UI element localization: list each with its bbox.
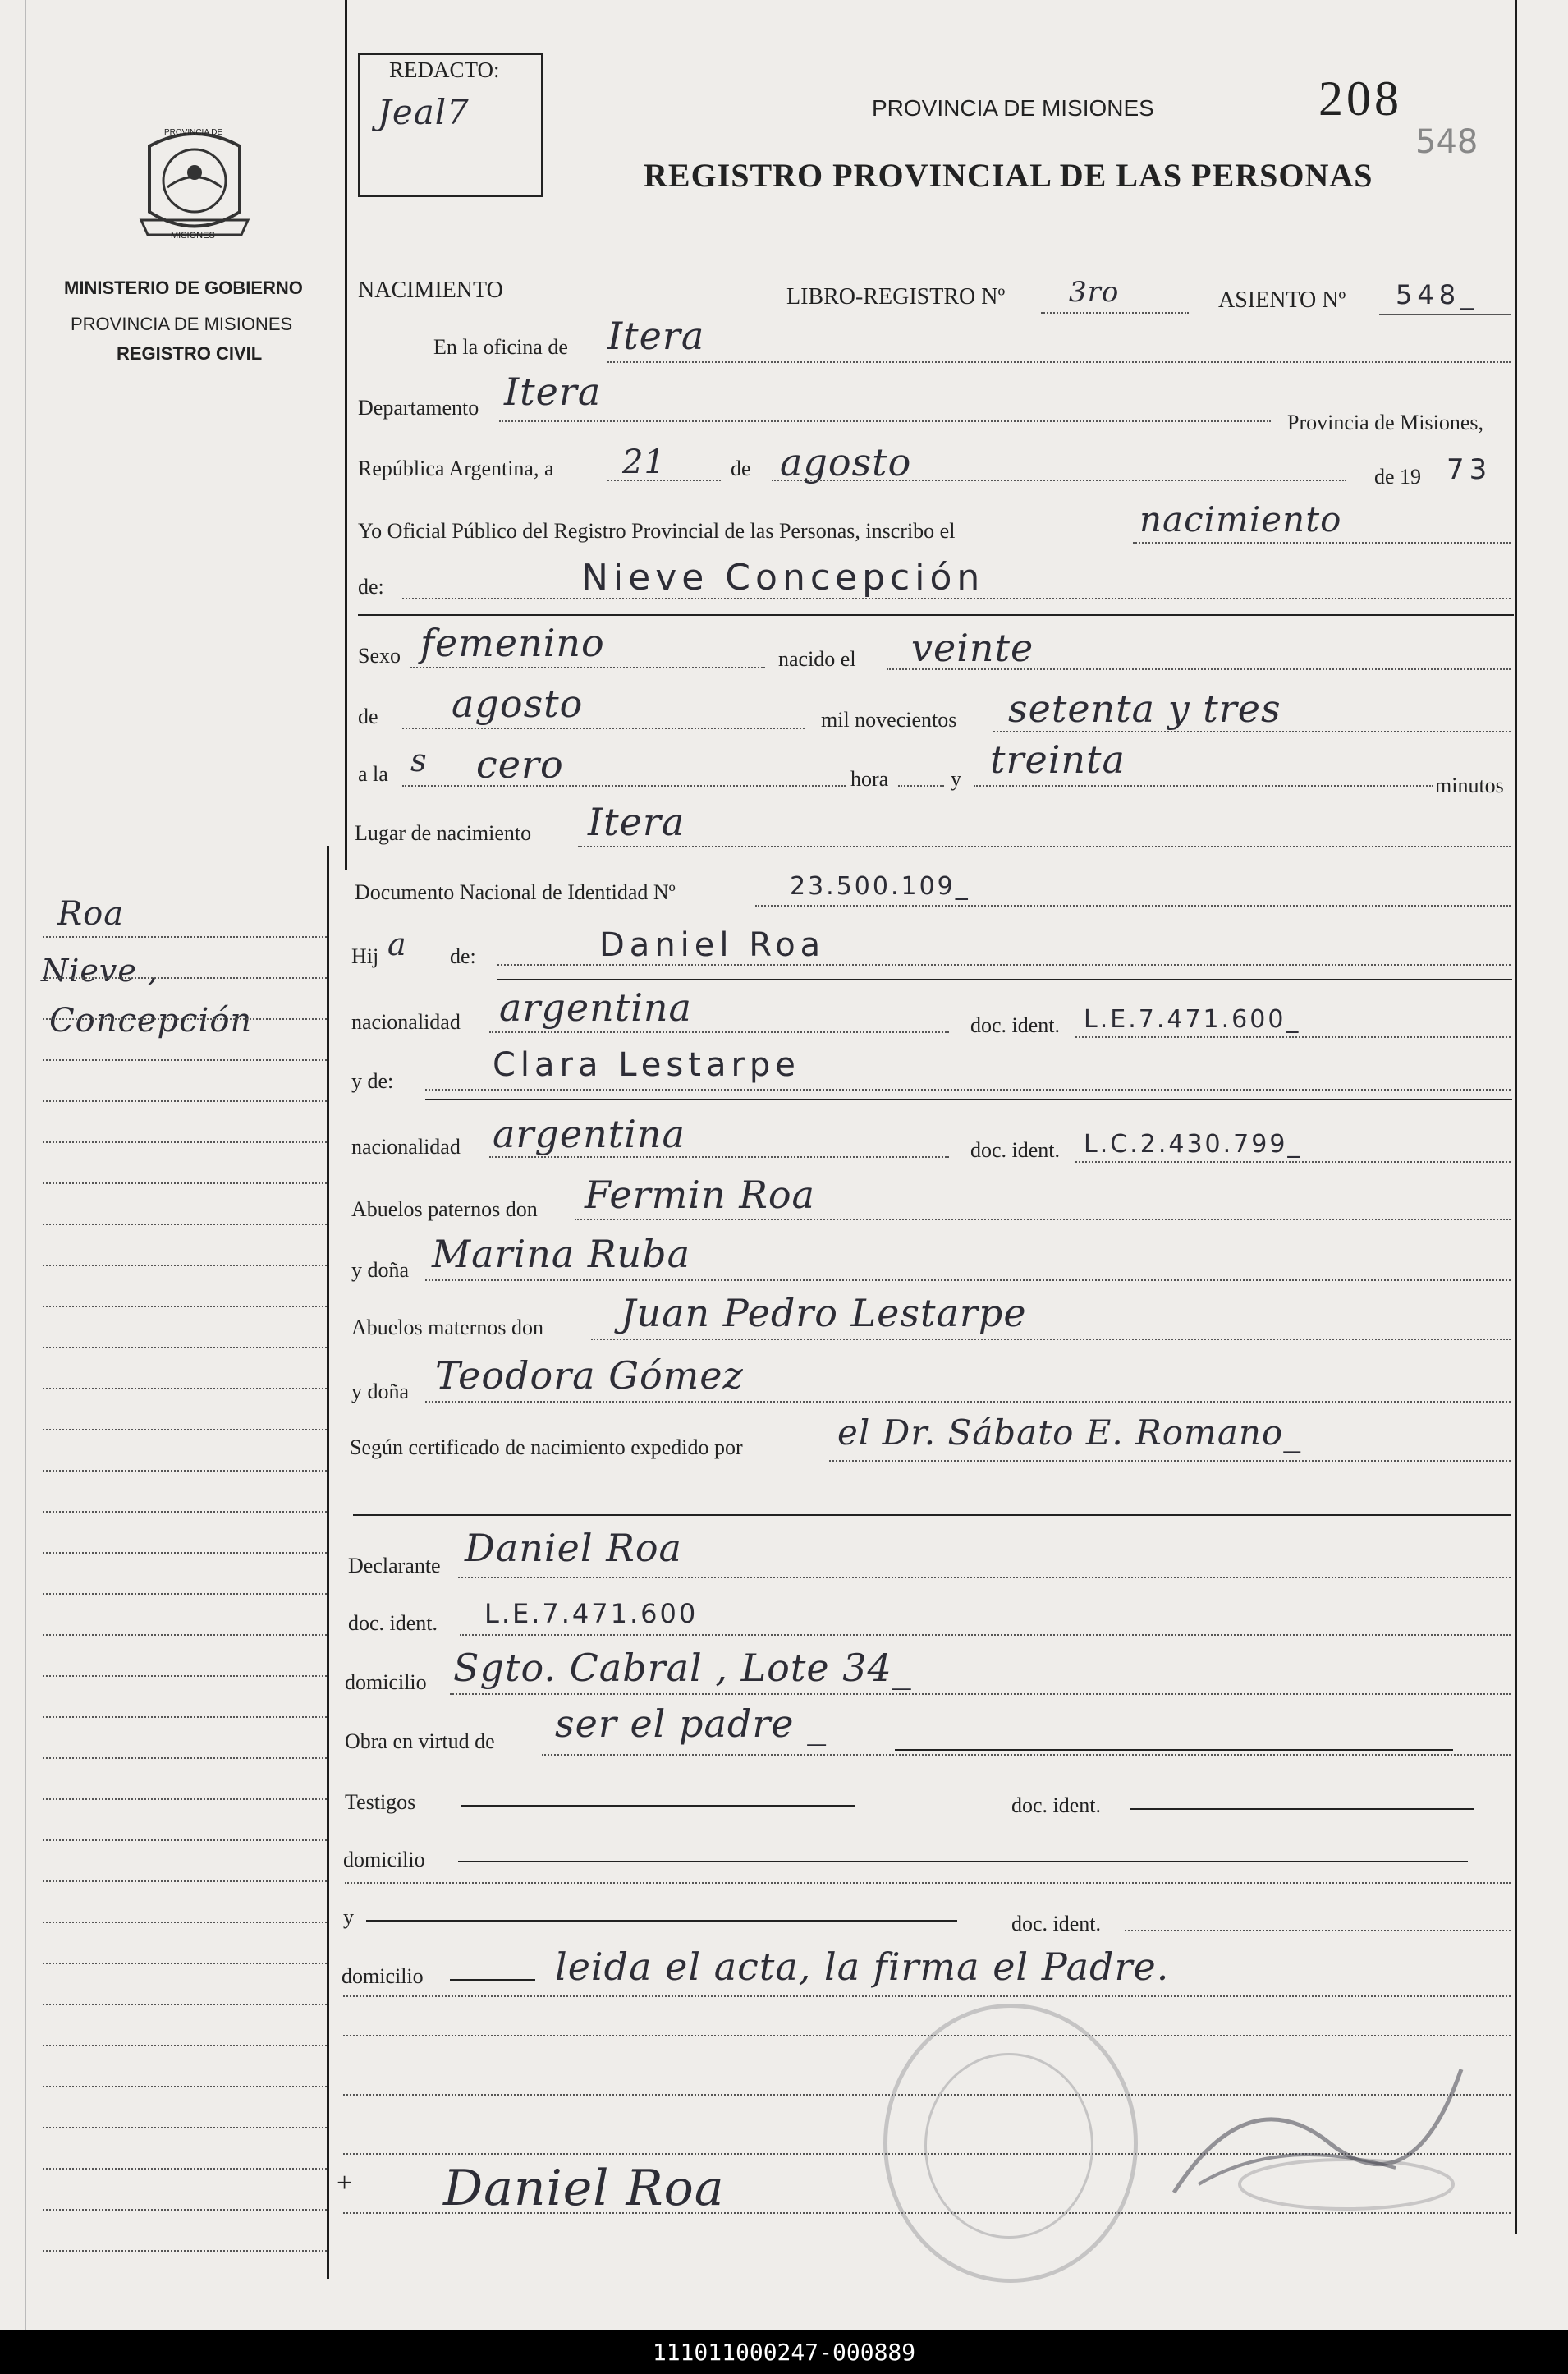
doc-decl-value: L.E.7.471.600: [484, 1598, 699, 1629]
asiento-value: 548_: [1396, 279, 1479, 310]
departamento-value: Itera: [504, 370, 602, 414]
abuela-mat-value: Teodora Gómez: [435, 1353, 744, 1398]
doc-testigo1-label: doc. ident.: [1011, 1793, 1102, 1817]
mes-nac-value: agosto: [452, 682, 584, 726]
doc-padre-label: doc. ident.: [970, 1013, 1061, 1037]
libro-line: [1041, 312, 1189, 314]
sidebar-province: PROVINCIA DE MISIONES: [71, 314, 293, 334]
nac-madre-value: argentina: [493, 1112, 685, 1156]
asiento-line: [1379, 314, 1511, 315]
sexo-label: Sexo: [358, 644, 401, 668]
sidebar-divider: [327, 846, 329, 2279]
provincia-suffix: Provincia de Misiones,: [1287, 411, 1484, 434]
abuelo-pat-line: [575, 1219, 1511, 1220]
dni-label: Documento Nacional de Identidad Nº: [355, 880, 676, 904]
abuelo-mat-value: Juan Pedro Lestarpe: [621, 1291, 1027, 1335]
testigos-label: Testigos: [345, 1790, 416, 1814]
nac-padre-line: [489, 1031, 949, 1033]
nacimiento-title: NACIMIENTO: [358, 278, 503, 303]
seal-text-bottom: MISIONES: [171, 231, 215, 241]
registry-stamp-inner: [924, 2053, 1093, 2239]
sidebar-rule-line: [43, 1265, 327, 1266]
sidebar-rule-line: [43, 2127, 327, 2128]
domicilio-testigo2-rule: [450, 1979, 535, 1981]
abuela-pat-line: [425, 1279, 1511, 1281]
mil-line: [993, 731, 1511, 732]
domicilio-testigo1-rule: [458, 1861, 1468, 1862]
nacido-value: veinte: [911, 626, 1034, 670]
domicilio-testigo2-label: domicilio: [342, 1964, 424, 1988]
ministry-title: MINISTERIO DE GOBIERNO: [64, 278, 303, 298]
hora-value: cero: [476, 742, 564, 787]
yo-label: Yo Oficial Público del Registro Provincial de las Personas, inscribo el: [358, 519, 956, 543]
hij-de: de:: [450, 944, 476, 968]
mil-value: setenta y tres: [1008, 686, 1281, 731]
redacto-initials: Jeal7: [378, 92, 470, 132]
abuelos-pat-label: Abuelos paternos don: [351, 1197, 538, 1221]
oficina-label: En la oficina de: [433, 335, 568, 359]
sidebar-rule-line: [43, 1141, 327, 1143]
doc-madre-label: doc. ident.: [970, 1138, 1061, 1162]
hora-line-2: [898, 785, 944, 787]
sidebar-rule-line: [43, 1675, 327, 1677]
sidebar-rule-line: [43, 1182, 327, 1184]
nacido-label: nacido el: [778, 647, 856, 671]
asiento-label: ASIENTO Nº: [1218, 287, 1346, 313]
declarante-label: Declarante: [348, 1554, 441, 1577]
segun-rule: [353, 1514, 1511, 1516]
page-number: 208: [1318, 71, 1402, 126]
anio-prefix: de 19: [1374, 465, 1422, 489]
doc-decl-line: [460, 1634, 1511, 1636]
sidebar-rule-line: [43, 1018, 327, 1020]
oficina-line: [607, 361, 1511, 363]
dni-line: [755, 905, 1511, 907]
nombre-value: Nieve Concepción: [581, 557, 985, 599]
libro-value: 3ro: [1069, 276, 1120, 309]
dni-value: 23.500.109_: [790, 872, 970, 901]
sidebar-rule-line: [43, 1388, 327, 1389]
header-divider: [345, 0, 347, 870]
sidebar-rule-line: [43, 2004, 327, 2005]
inscribo-line: [1133, 542, 1511, 544]
right-margin-rule: [1515, 0, 1517, 2234]
nac-madre-label: nacionalidad: [351, 1135, 461, 1159]
margin-note-line-1: Roa: [57, 895, 125, 933]
abuela-pat-value: Marina Ruba: [432, 1232, 691, 1276]
sidebar-rule-line: [43, 1634, 327, 1636]
segun-line: [829, 1460, 1511, 1462]
madre-dotline: [425, 1089, 1511, 1091]
hij-label: Hij: [351, 944, 379, 968]
sidebar-rule-line: [43, 1552, 327, 1554]
minutos-label: minutos: [1435, 774, 1504, 797]
sidebar-rule-line: [43, 936, 327, 938]
nacido-line: [887, 668, 1511, 670]
leida-value: leida el acta, la firma el Padre.: [555, 1945, 1170, 1989]
domicilio-decl-label: domicilio: [345, 1670, 427, 1694]
margin-note-line-3: Concepción: [49, 1002, 253, 1040]
dia-value: 21: [622, 443, 666, 481]
sexo-value: femenino: [420, 621, 605, 665]
departamento-label: Departamento: [358, 396, 479, 420]
doc-madre-value: L.C.2.430.799_: [1084, 1130, 1303, 1159]
sidebar-rule-line: [43, 1470, 327, 1472]
domicilio-decl-value: Sgto. Cabral , Lote 34_: [453, 1646, 912, 1690]
leida-line: [343, 1995, 1511, 1997]
obra-label: Obra en virtud de: [345, 1729, 495, 1753]
sidebar-registry: REGISTRO CIVIL: [117, 343, 263, 364]
domicilio-decl-line: [450, 1693, 1511, 1695]
departamento-line: [499, 420, 1271, 422]
sidebar-rule-line: [43, 1880, 327, 1882]
segun-label: Según certificado de nacimiento expedido por: [350, 1435, 743, 1459]
doc-testigo1-rule: [1130, 1808, 1474, 1810]
domicilio-testigo1-label: domicilio: [343, 1848, 425, 1871]
header-registry: REGISTRO PROVINCIAL DE LAS PERSONAS: [644, 157, 1373, 194]
madre-value: Clara Lestarpe: [493, 1046, 800, 1084]
sidebar-rule-line: [43, 1429, 327, 1430]
abuelo-mat-line: [591, 1339, 1511, 1340]
nac-padre-value: argentina: [499, 985, 692, 1030]
nombre-dotline: [402, 598, 1511, 599]
abuelo-pat-value: Fermin Roa: [585, 1173, 815, 1217]
doc-madre-line: [1075, 1161, 1511, 1163]
y2-label: y: [343, 1905, 354, 1929]
document-id-footer: 111011000247-000889: [0, 2330, 1568, 2374]
extra-line-1: [343, 2035, 1511, 2036]
sidebar-rule-line: [43, 1306, 327, 1307]
mes-value: agosto: [780, 440, 912, 484]
doc-padre-line: [1075, 1036, 1511, 1038]
sidebar-rule-line: [43, 1922, 327, 1923]
lugar-label: Lugar de nacimiento: [355, 821, 532, 845]
obra-rule: [895, 1749, 1453, 1751]
nac-padre-label: nacionalidad: [351, 1010, 461, 1034]
sidebar-rule-line: [43, 1593, 327, 1595]
anio-value: 73: [1447, 453, 1492, 486]
sidebar-rule-line: [43, 1839, 327, 1841]
padre-value: Daniel Roa: [599, 926, 826, 964]
sidebar-rule-line: [43, 2168, 327, 2170]
sidebar-rule-line: [43, 1963, 327, 1964]
margin-note-line-2: Nieve ,: [41, 953, 159, 989]
doc-padre-value: L.E.7.471.600_: [1084, 1005, 1301, 1034]
de-label: de: [731, 457, 751, 480]
madre-rule: [425, 1099, 1512, 1100]
segun-value: el Dr. Sábato E. Romano_: [837, 1412, 1302, 1453]
dia-line: [607, 480, 721, 481]
abuela-pat-label: y doña: [351, 1258, 410, 1282]
sidebar-rule-line: [43, 1757, 327, 1759]
oficina-value: Itera: [607, 314, 705, 358]
pencil-number: 548: [1415, 123, 1479, 161]
sidebar-rule-line: [43, 1347, 327, 1348]
declarante-value: Daniel Roa: [465, 1526, 682, 1570]
nac-madre-line: [489, 1156, 949, 1158]
doc-decl-label: doc. ident.: [348, 1611, 438, 1635]
sidebar-rule-line: [43, 1059, 327, 1061]
doc-testigo2-label: doc. ident.: [1011, 1912, 1102, 1935]
yde-label: y de:: [351, 1069, 394, 1093]
sidebar-rule-line: [43, 1100, 327, 1102]
hij-suffix: a: [387, 926, 407, 962]
redacto-label: REDACTO:: [389, 57, 500, 82]
sidebar-rule-line: [43, 2250, 327, 2252]
minutos-line: [974, 785, 1433, 787]
y-label: y: [951, 767, 961, 791]
y2-rule: [366, 1920, 957, 1922]
minutos-value: treinta: [990, 737, 1126, 782]
sidebar-rule-line: [43, 1511, 327, 1513]
abuelos-mat-label: Abuelos maternos don: [351, 1316, 543, 1339]
de2-label: de: [358, 705, 378, 728]
nombre-rule: [358, 614, 1514, 616]
de-nombre-label: de:: [358, 575, 384, 599]
abuela-mat-label: y doña: [351, 1380, 410, 1403]
left-margin-rule: [25, 0, 26, 2330]
libro-label: LIBRO-REGISTRO Nº: [786, 284, 1006, 310]
mes-nac-line: [402, 728, 805, 729]
testigos-rule: [461, 1805, 855, 1807]
padre-dotline: [497, 964, 1511, 966]
obra-value: ser el padre _: [555, 1701, 828, 1746]
declarante-line: [458, 1577, 1511, 1578]
sidebar-rule-line: [43, 2086, 327, 2087]
lugar-line: [578, 846, 1511, 847]
header-province: PROVINCIA DE MISIONES: [872, 95, 1154, 121]
sidebar-rule-line: [43, 1716, 327, 1718]
hora-label: hora: [850, 767, 889, 791]
sidebar-rule-line: [43, 1798, 327, 1800]
sidebar-rule-line: [43, 2045, 327, 2046]
sidebar-rule-line: [43, 1224, 327, 1225]
inscribo-value: nacimiento: [1139, 499, 1342, 540]
ala-label: a la: [358, 762, 388, 786]
seal-text-top: PROVINCIA DE: [164, 128, 223, 137]
domicilio-testigo1-dotline: [345, 1882, 1511, 1884]
official-signature: [1149, 2045, 1494, 2225]
hora-line: [402, 785, 846, 787]
sexo-line: [410, 667, 765, 668]
doc-testigo2-line: [1125, 1930, 1511, 1931]
declarant-signature: Daniel Roa: [443, 2160, 725, 2217]
padre-rule: [497, 979, 1512, 980]
sidebar-rule-line: [43, 977, 327, 979]
cross-mark: +: [337, 2168, 353, 2198]
mes-line: [772, 480, 1346, 481]
lugar-value: Itera: [588, 800, 685, 844]
obra-line: [542, 1754, 1511, 1756]
republica-label: República Argentina, a: [358, 457, 554, 480]
sidebar-rule-line: [43, 2209, 327, 2211]
mil-label: mil novecientos: [821, 708, 957, 732]
abuela-mat-line: [425, 1401, 1511, 1403]
ala-s: s: [410, 742, 428, 778]
